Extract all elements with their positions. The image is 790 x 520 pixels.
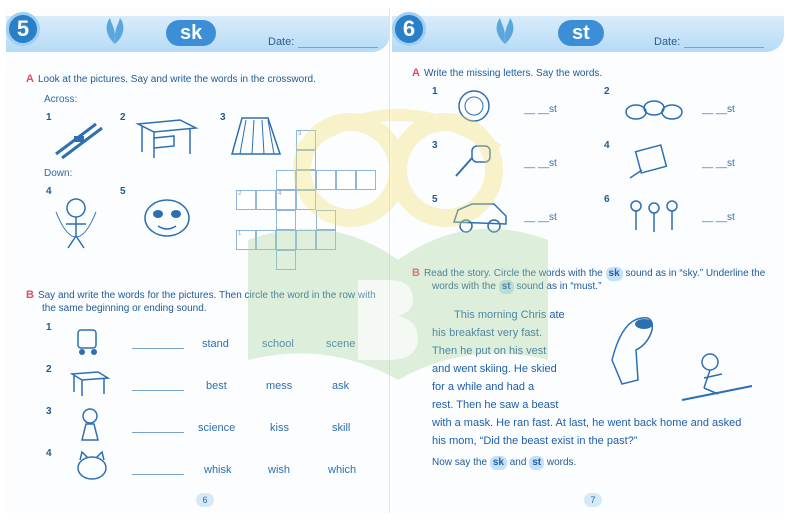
pic-num: 4 xyxy=(46,186,52,197)
blank-word[interactable]: __ __st xyxy=(524,104,557,115)
girl-picture xyxy=(72,406,108,442)
crossword-cell[interactable] xyxy=(296,170,316,190)
section-letter: B xyxy=(26,289,34,301)
answer-line[interactable] xyxy=(132,348,184,349)
crossword-cell[interactable] xyxy=(316,170,336,190)
instruction-text: Read the story. Circle the words with the xyxy=(423,268,603,279)
page-number: 7 xyxy=(584,493,602,507)
crossword-cell[interactable] xyxy=(296,150,316,170)
row-num: 3 xyxy=(46,406,52,417)
instruction-text: and xyxy=(509,457,527,468)
item-num: 2 xyxy=(604,86,610,97)
row-num: 4 xyxy=(46,448,52,459)
fist-picture xyxy=(450,140,498,180)
choice-word[interactable]: wish xyxy=(268,464,291,476)
leaf-icon xyxy=(492,16,518,46)
leaf-icon xyxy=(102,16,128,46)
choice-word[interactable]: scene xyxy=(326,338,356,350)
story-line: Then he put on his vest xyxy=(432,345,547,357)
across-label: Across: xyxy=(44,94,78,105)
crossword-cell[interactable] xyxy=(276,250,296,270)
crossword-cell[interactable] xyxy=(276,210,296,230)
crossword-cell[interactable] xyxy=(276,170,296,190)
down-label: Down: xyxy=(44,168,73,179)
choice-word[interactable]: kiss xyxy=(270,422,289,434)
page-right xyxy=(392,8,784,513)
blank-word[interactable]: __ __st xyxy=(524,212,557,223)
desk-picture xyxy=(134,112,200,162)
section-b-instruction-2 xyxy=(432,280,601,294)
crossword-cell[interactable] xyxy=(256,190,276,210)
section-letter: B xyxy=(412,267,420,279)
instruction-text: Look at the pictures. Say and write the words in the crossword. xyxy=(37,74,316,85)
item-num: 6 xyxy=(604,194,610,205)
blank-word[interactable]: __ __st xyxy=(702,104,735,115)
instruction-text: the same beginning or ending sound. xyxy=(42,303,207,314)
say-instruction xyxy=(432,456,576,470)
list-picture xyxy=(624,140,676,184)
sound-chip: st xyxy=(499,280,514,294)
item-num: 4 xyxy=(604,140,610,151)
sound-pill: sk xyxy=(166,20,216,46)
answer-line[interactable] xyxy=(132,474,184,475)
crossword-cell[interactable] xyxy=(336,170,356,190)
unit-badge: 5 xyxy=(6,12,40,46)
crossword-cell[interactable] xyxy=(256,230,276,250)
crossword-cell[interactable] xyxy=(316,210,336,230)
choice-word[interactable]: whisk xyxy=(204,464,232,476)
choice-word[interactable]: skill xyxy=(332,422,351,434)
jump-rope-girl-picture xyxy=(50,192,102,252)
sound-chip: st xyxy=(529,456,544,470)
section-b-instruction xyxy=(412,266,782,281)
instruction-text: Now say the xyxy=(432,457,488,468)
children-picture xyxy=(624,196,684,236)
answer-line[interactable] xyxy=(132,432,184,433)
instruction-text: sound as in “sky.” Underline the xyxy=(625,268,766,279)
item-num: 5 xyxy=(432,194,438,205)
cell-number: 1 xyxy=(238,231,242,237)
desk-picture xyxy=(68,366,112,398)
blank-word[interactable]: __ __st xyxy=(702,212,735,223)
date-line xyxy=(684,38,764,48)
blank-word[interactable]: __ __st xyxy=(524,158,557,169)
story-line: for a while and had a xyxy=(432,381,535,393)
story-text xyxy=(432,306,772,450)
section-a-instruction xyxy=(412,66,602,81)
pic-num: 1 xyxy=(46,112,52,123)
section-b-instruction xyxy=(26,288,386,303)
date-label: Date: xyxy=(654,36,681,48)
story-line: his breakfast very fast. xyxy=(432,327,543,339)
cell-number: 3 xyxy=(298,131,302,137)
pic-num: 5 xyxy=(120,186,126,197)
row-num: 1 xyxy=(46,322,52,333)
story-line: rest. Then he saw a beast xyxy=(432,399,559,411)
choice-word[interactable]: school xyxy=(262,338,294,350)
cell-number: 4 xyxy=(278,191,282,197)
section-letter: A xyxy=(412,67,420,79)
sound-chip: sk xyxy=(490,456,507,470)
birds-picture xyxy=(622,88,688,126)
item-num: 3 xyxy=(432,140,438,151)
story-line: his mom, “Did the beast exist in the past?” xyxy=(432,435,638,447)
page-number: 6 xyxy=(196,493,214,507)
toast-picture xyxy=(450,88,500,124)
crossword-cell[interactable] xyxy=(296,130,316,150)
instruction-text: Say and write the words for the pictures. Then circle the word in the row with xyxy=(37,290,376,301)
crossword-cell[interactable] xyxy=(356,170,376,190)
date-label: Date: xyxy=(268,36,295,48)
date-field xyxy=(654,36,764,48)
page-left xyxy=(6,8,390,513)
sound-chip: sk xyxy=(606,267,623,281)
skates-picture xyxy=(70,326,110,356)
section-a-instruction xyxy=(26,72,316,87)
instruction-text: words with the xyxy=(432,281,496,292)
crossword-cell[interactable] xyxy=(236,190,256,210)
choice-word[interactable]: ask xyxy=(332,380,350,392)
blank-word[interactable]: __ __st xyxy=(702,158,735,169)
choice-word[interactable]: stand xyxy=(202,338,229,350)
instruction-text: sound as in “must.” xyxy=(516,281,602,292)
section-letter: A xyxy=(26,73,34,85)
cell-number: 2 xyxy=(238,191,242,197)
crossword-cell[interactable] xyxy=(236,230,256,250)
instruction-text: Write the missing letters. Say the words. xyxy=(423,68,603,79)
skirt-picture xyxy=(228,112,284,160)
choice-word[interactable]: which xyxy=(328,464,357,476)
answer-line[interactable] xyxy=(132,390,184,391)
car-picture xyxy=(448,194,512,236)
choice-word[interactable]: mess xyxy=(266,380,293,392)
story-line: and went skiing. He skied xyxy=(432,363,557,375)
unit-badge: 6 xyxy=(392,12,426,46)
item-num: 1 xyxy=(432,86,438,97)
pic-num: 3 xyxy=(220,112,226,123)
pic-num: 2 xyxy=(120,112,126,123)
instruction-text: words. xyxy=(546,457,577,468)
crossword-cell[interactable] xyxy=(296,190,316,210)
skis-picture xyxy=(52,120,108,160)
choice-word[interactable]: science xyxy=(198,422,236,434)
crossword-cell[interactable] xyxy=(276,230,296,250)
date-field xyxy=(268,36,378,48)
choice-word[interactable]: best xyxy=(206,380,227,392)
sound-pill: st xyxy=(558,20,604,46)
crossword-cell[interactable] xyxy=(276,190,296,210)
story-line: with a mask. He ran fast. At last, he went back home and asked xyxy=(432,417,742,429)
cat-picture xyxy=(72,448,112,482)
crossword-cell[interactable] xyxy=(316,230,336,250)
story-line: This morning Chris ate xyxy=(454,309,565,321)
date-line xyxy=(298,38,378,48)
row-num: 2 xyxy=(46,364,52,375)
crossword-cell[interactable] xyxy=(296,230,316,250)
mask-picture xyxy=(140,194,194,242)
